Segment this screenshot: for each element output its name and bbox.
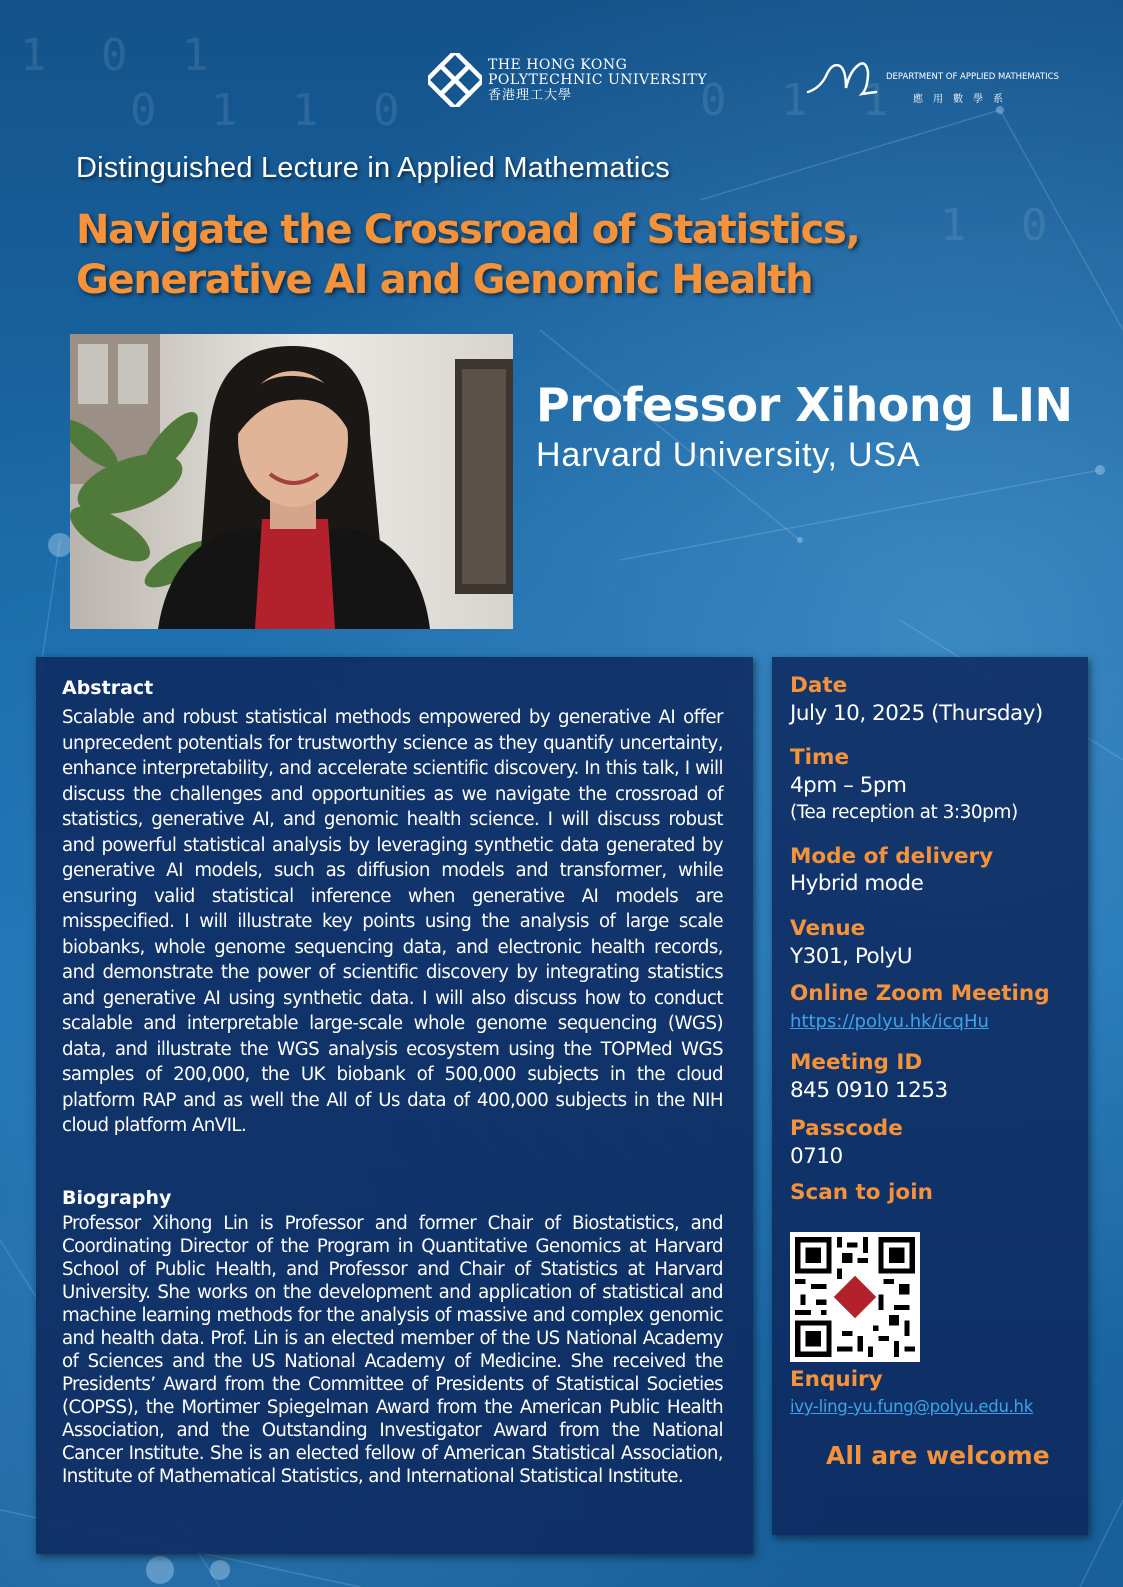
abstract-text: Scalable and robust statistical methods empowered by generative AI offer unprecedent potentials for trustworthy science as they quantify uncertainty, enhance interpretability, and accelerate scientific discovery. In this talk, I will discuss the challenges and opportunities as we navigate the crossroad of statistics, generative AI, and genomic health science. I will discuss robust and powerful statistical analysis by leveraging synthetic data generated by generative AI models, such as diffusion models and transformer, while ensuring valid statistical inference when generative AI models are misspecified. I will illustrate key points using the analysis of large scale biobanks, whole genome sequencing data, and electronic health records, and demonstrate the power of scientific discovery by integrating statistics and generative AI using synthetic data. I will also discuss how to conduct scalable and interpretable large-scale whole genome sequencing (WGS) data, and illustrate the WGS analysis ecosystem using the TOPMed WGS samples of 200,000, the UK biobank of 500,000 subjects in the cloud platform RAP and as well the All of Us data of 400,000 subjects in the NIH cloud platform AnVIL. xyxy=(62,707,723,1136)
speaker-affiliation: Harvard University, USA xyxy=(536,436,921,474)
speaker-portrait xyxy=(70,334,513,629)
event-info-panel xyxy=(772,657,1088,1535)
polyu-logo xyxy=(428,52,708,108)
time-value: 4pm – 5pm xyxy=(790,773,907,798)
enquiry-email[interactable]: ivy-ling-yu.fung@polyu.edu.hk xyxy=(790,1397,1033,1416)
scan-label: Scan to join xyxy=(790,1180,933,1205)
abstract-heading: Abstract xyxy=(62,677,154,699)
abstract-panel xyxy=(36,657,753,1554)
department-logo xyxy=(806,58,1066,108)
department-name-chinese: 應用數學系 xyxy=(913,94,1013,105)
background-digits: 1 0 xyxy=(940,200,1062,251)
date-value: July 10, 2025 (Thursday) xyxy=(790,701,1043,726)
speaker-name: Professor Xihong LIN xyxy=(536,378,1073,432)
background-digits: 0 1 1 xyxy=(700,75,903,126)
venue-value: Y301, PolyU xyxy=(790,944,913,969)
zoom-label: Online Zoom Meeting xyxy=(790,981,1050,1006)
department-name: DEPARTMENT OF APPLIED MATHEMATICS xyxy=(886,72,1059,82)
biography-text: Professor Xihong Lin is Professor and former Chair of Biostatistics, and Coordinating Director of the Program in Quantitative Genomics at Harvard School of Public Health, and Professor and Chair of Statistics at Harvard University. She works on the development and application of statistical and machine learning methods for the analysis of massive and complex genomic and health data. Prof. Lin is an elected member of the US National Academy of Sciences and the US National Academy of Medicine. She received the Presidents’ Award from the Committee of Presidents of Statistical Societies (COPSS), the Mortimer Spiegelman Award from the American Public Health Association, and the Outstanding Investigator Award from the National Cancer Institute. She is an elected fellow of American Statistical Association, Institute of Mathematical Statistics, and International Statistical Institute. xyxy=(62,1213,723,1487)
background-digits: 1 0 1 xyxy=(20,30,223,81)
polyu-knot-icon xyxy=(428,53,482,107)
polyu-name-chinese: 香港理工大學 xyxy=(488,87,573,103)
meeting-id-label: Meeting ID xyxy=(790,1050,923,1075)
polyu-name-line2: POLYTECHNIC UNIVERSITY xyxy=(488,71,708,88)
qr-code-icon[interactable] xyxy=(790,1232,920,1362)
welcome-message: All are welcome xyxy=(826,1441,1050,1470)
enquiry-label: Enquiry xyxy=(790,1367,883,1392)
passcode-value: 0710 xyxy=(790,1144,843,1169)
meeting-id-value: 845 0910 1253 xyxy=(790,1078,948,1103)
time-label: Time xyxy=(790,745,850,770)
zoom-link[interactable]: https://polyu.hk/icqHu xyxy=(790,1011,989,1032)
mode-label: Mode of delivery xyxy=(790,844,994,869)
wave-icon xyxy=(806,58,878,98)
speaker-photo xyxy=(70,334,513,629)
lecture-series: Distinguished Lecture in Applied Mathematics xyxy=(76,152,670,184)
polyu-name-line1: THE HONG KONG xyxy=(488,56,628,73)
mode-value: Hybrid mode xyxy=(790,871,924,896)
venue-label: Venue xyxy=(790,916,866,941)
passcode-label: Passcode xyxy=(790,1116,903,1141)
background-digits: 0 1 1 0 xyxy=(130,85,414,136)
biography-heading: Biography xyxy=(62,1187,172,1209)
time-note: (Tea reception at 3:30pm) xyxy=(790,802,1018,823)
lecture-title: Navigate the Crossroad of Statistics, Generative AI and Genomic Health xyxy=(76,207,860,303)
date-label: Date xyxy=(790,673,848,698)
